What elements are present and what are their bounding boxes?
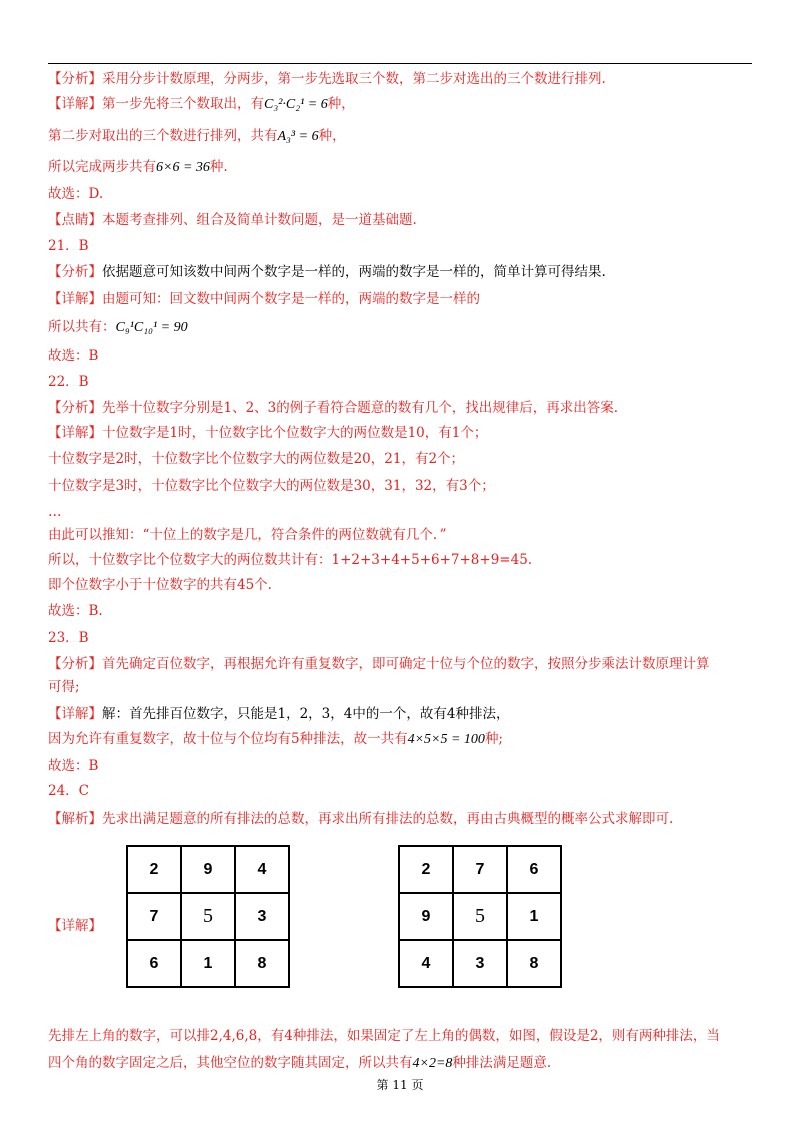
text-line <box>48 95 355 114</box>
line-tail: 种， <box>327 96 355 112</box>
line-text: 22．B <box>48 374 89 390</box>
line-text: 故选：B. <box>48 603 103 619</box>
line-text: 本题考查排列、组合及简单计数问题，是一道基础题. <box>102 212 417 228</box>
text-line <box>48 1027 720 1045</box>
section-tag: 【分析】 <box>48 264 102 280</box>
text-line <box>48 730 503 749</box>
line-text: 故选：D. <box>48 186 104 202</box>
grid-cell: 6 <box>507 846 561 893</box>
section-tag: 【点睛】 <box>48 212 102 228</box>
line-text: 第一步先将三个数取出，有 <box>102 96 264 112</box>
line-tail: 种. <box>209 159 228 175</box>
grid-cell: 1 <box>507 893 561 940</box>
line-text: 24．C <box>48 783 90 799</box>
line-text: 十位数字是3时，十位数字比个位数字大的两位数是30，31，32，有3个； <box>48 478 495 494</box>
line-tail: 种， <box>318 128 346 144</box>
text-line <box>48 602 103 620</box>
grid-row <box>399 846 561 893</box>
text-line <box>48 757 98 775</box>
grid-cell: 2 <box>399 846 453 893</box>
math-formula: 4×2=8 <box>412 1056 453 1071</box>
text-line <box>48 1054 551 1073</box>
text-line <box>48 263 606 281</box>
text-line <box>48 810 673 828</box>
text-line <box>48 347 98 365</box>
line-text: 故选：B <box>48 348 99 364</box>
line-text: 21．B <box>48 238 89 254</box>
grid-cell: 8 <box>235 940 289 987</box>
section-tag: 【详解】 <box>48 291 102 307</box>
text-line <box>48 185 103 203</box>
math-formula: 6×6 = 36 <box>156 160 210 175</box>
text-line <box>48 655 710 673</box>
grid-cell: 7 <box>453 846 507 893</box>
text-line <box>48 503 62 521</box>
line-text: 由题可知：回文数中间两个数字是一样的，两端的数字是一样的 <box>102 291 480 307</box>
line-text: 因为允许有重复数字，故十位与个位均有5种排法，故一共有 <box>48 731 408 747</box>
text-line <box>48 551 532 569</box>
line-text: 所以完成两步共有 <box>48 159 156 175</box>
text-line <box>48 318 188 337</box>
grid-row <box>399 940 561 987</box>
line-text: … <box>48 504 62 520</box>
line-text: 故选：B <box>48 758 99 774</box>
line-text: 所以，十位数字比个位数字大的两位数共计有：1+2+3+4+5+6+7+8+9=45. <box>48 552 533 568</box>
grid-cell: 9 <box>181 846 235 893</box>
section-tag: 【解析】 <box>48 811 102 827</box>
magic-square-right <box>398 845 562 988</box>
grid-cell: 7 <box>127 893 181 940</box>
text-line <box>48 576 272 594</box>
line-text: 首先确定百位数字，再根据允许有重复数字，即可确定十位与个位的数字，按照分步乘法计数原理计算 <box>102 656 710 672</box>
section-tag: 【详解】 <box>48 425 102 441</box>
section-tag: 【分析】 <box>48 71 102 87</box>
text-line <box>48 424 487 442</box>
grid-cell: 1 <box>181 940 235 987</box>
text-line <box>48 450 464 468</box>
text-line <box>48 158 228 177</box>
section-tag: 【分析】 <box>48 400 102 416</box>
text-line <box>48 237 89 255</box>
line-text: 可得; <box>48 679 80 695</box>
grid-cell: 8 <box>507 940 561 987</box>
text-line <box>48 477 495 495</box>
text-line <box>48 373 89 391</box>
text-line <box>48 127 346 146</box>
grid-row <box>127 893 289 940</box>
text-line <box>48 70 606 88</box>
line-text: 先排左上角的数字，可以排2,4,6,8，有4种排法，如果固定了左上角的偶数，如图，假设是2，则有两种排法，当 <box>48 1028 720 1044</box>
line-text: 先举十位数字分别是1、2、3的例子看符合题意的数有几个，找出规律后，再求出答案. <box>102 400 619 416</box>
grid-cell: 3 <box>453 940 507 987</box>
line-text: 十位数字是2时，十位数字比个位数字大的两位数是20，21，有2个； <box>48 451 465 467</box>
text-line <box>48 399 618 417</box>
line-text: 依据题意可知该数中间两个数字是一样的，两端的数字是一样的，简单计算可得结果. <box>102 264 606 280</box>
detail-tag: 【详解】 <box>48 918 102 934</box>
header-rule <box>48 63 752 64</box>
grid-row <box>127 940 289 987</box>
line-text: 四个角的数字固定之后，其他空位的数字随其固定，所以共有 <box>48 1055 413 1071</box>
line-text: 所以共有： <box>48 319 116 335</box>
math-formula: 4×5×5 = 100 <box>407 732 485 747</box>
grid-cell: 6 <box>127 940 181 987</box>
math-formula: C₃²·C₂¹ = 6 <box>264 97 328 112</box>
magic-square-left <box>126 845 290 988</box>
text-line <box>48 526 447 544</box>
grid-cell: 3 <box>235 893 289 940</box>
grid-cell: 5 <box>181 893 235 940</box>
line-tail: 种排法满足题意. <box>452 1055 552 1071</box>
grid-cell: 9 <box>399 893 453 940</box>
grid-row <box>127 846 289 893</box>
grid-cell: 5 <box>453 893 507 940</box>
text-line <box>48 782 89 800</box>
section-tag: 【详解】 <box>48 96 102 112</box>
grid-row <box>399 893 561 940</box>
math-formula: C₉¹C₁₀¹ = 90 <box>115 320 188 335</box>
line-text: 解：首先排百位数字，只能是1，2，3，4中的一个，故有4种排法， <box>102 706 510 722</box>
text-line <box>48 290 480 308</box>
grid-cell: 2 <box>127 846 181 893</box>
text-line <box>48 629 89 647</box>
line-text: 十位数字是1时，十位数字比个位数字大的两位数是10，有1个； <box>102 425 488 441</box>
page-number: 第 11 页 <box>376 1078 424 1092</box>
section-tag: 【分析】 <box>48 656 102 672</box>
text-line <box>48 705 509 723</box>
line-text: 第二步对取出的三个数进行排列，共有 <box>48 128 278 144</box>
line-text: 由此可以推知：“十位上的数字是几，符合条件的两位数就有几个．” <box>48 527 447 543</box>
grid-cell: 4 <box>399 940 453 987</box>
line-tail: 种; <box>484 731 503 747</box>
line-text: 23．B <box>48 630 89 646</box>
text-line <box>48 211 417 229</box>
line-text: 即个位数字小于十位数字的共有45个. <box>48 577 272 593</box>
section-tag: 【详解】 <box>48 706 102 722</box>
grid-cell: 4 <box>235 846 289 893</box>
line-text: 先求出满足题意的所有排法的总数，再求出所有排法的总数，再由古典概型的概率公式求解即可. <box>102 811 674 827</box>
text-line <box>48 678 80 696</box>
line-text: 采用分步计数原理，分两步，第一步先选取三个数，第二步对选出的三个数进行排列. <box>102 71 606 87</box>
math-formula: A₃³ = 6 <box>277 129 319 144</box>
